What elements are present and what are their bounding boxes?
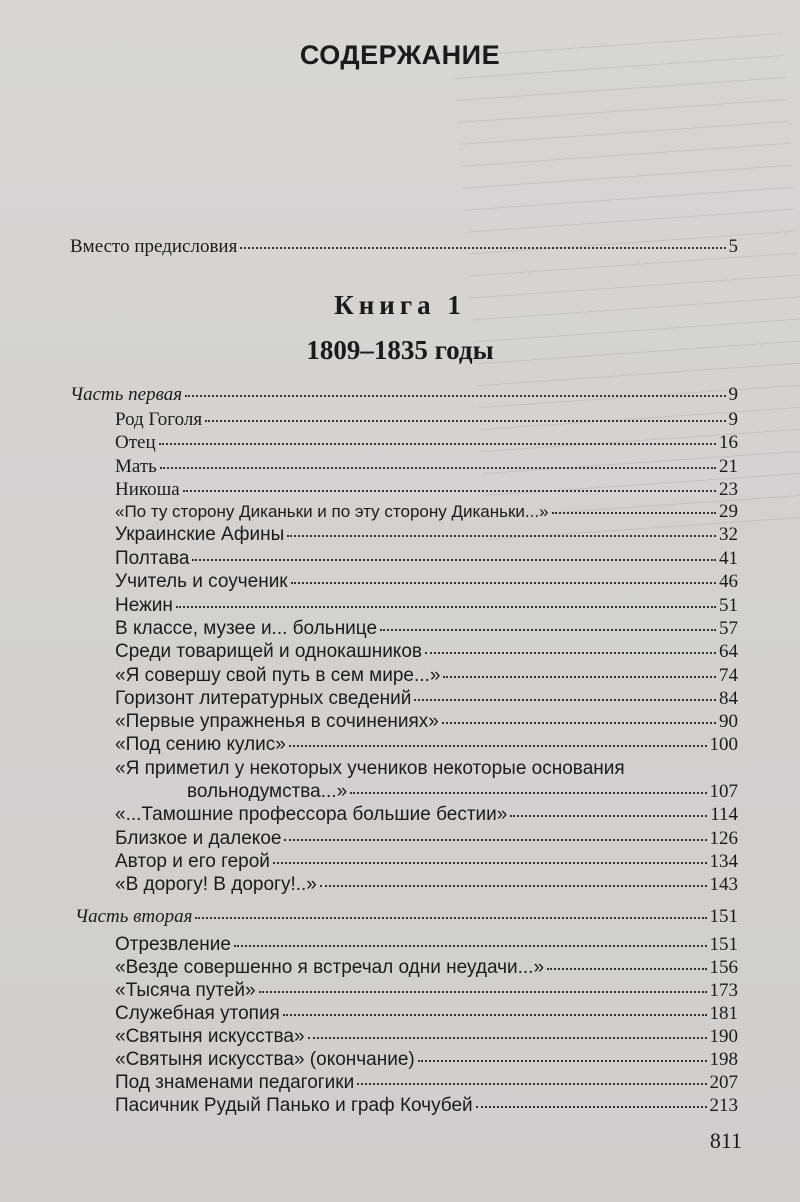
leader-dots bbox=[234, 944, 707, 947]
leader-dots bbox=[185, 394, 725, 397]
leader-dots bbox=[287, 534, 716, 537]
leader-dots bbox=[552, 511, 716, 514]
toc-entry bbox=[115, 479, 738, 501]
leader-dots bbox=[195, 916, 706, 919]
toc-entry bbox=[115, 409, 738, 431]
toc-entry-label: Украинские Афины bbox=[115, 524, 285, 545]
toc-entry-page: 21 bbox=[719, 456, 738, 477]
toc-entry bbox=[115, 851, 738, 873]
toc-entry-page: 29 bbox=[719, 501, 738, 522]
part-label: Часть вторая bbox=[75, 906, 193, 927]
toc-entry bbox=[115, 711, 738, 733]
toc-entry-page: 41 bbox=[719, 548, 738, 569]
leader-dots bbox=[308, 1036, 707, 1039]
toc-entry-page: 134 bbox=[709, 851, 738, 872]
leader-dots bbox=[273, 861, 707, 864]
toc-entry-label: Близкое и далекое bbox=[115, 828, 282, 849]
leader-dots bbox=[291, 581, 716, 584]
toc-entry-page: 213 bbox=[709, 1095, 738, 1116]
leader-dots bbox=[414, 698, 716, 701]
toc-entry-label: Отец bbox=[115, 432, 156, 453]
leader-dots bbox=[510, 814, 707, 817]
toc-entry-page: 114 bbox=[710, 804, 738, 825]
toc-entry-page: 51 bbox=[719, 595, 738, 616]
toc-entry-label: «...Тамошние профессора большие бестии» bbox=[115, 804, 508, 825]
toc-entry bbox=[115, 571, 738, 593]
toc-entry bbox=[115, 828, 738, 850]
toc-entry bbox=[115, 1003, 738, 1025]
toc-entry bbox=[115, 456, 738, 478]
toc-entry-page: 173 bbox=[709, 980, 738, 1001]
leader-dots bbox=[418, 1059, 707, 1062]
toc-entry-page: 126 bbox=[709, 828, 738, 849]
leader-dots bbox=[320, 884, 707, 887]
toc-entry-page: 16 bbox=[719, 432, 738, 453]
toc-entry-label: Никоша bbox=[115, 479, 180, 500]
toc-entry-page: 181 bbox=[709, 1003, 738, 1024]
toc-entry-label: «Везде совершенно я встречал одни неудачи...» bbox=[115, 957, 545, 978]
toc-entry-label: Род Гоголя bbox=[115, 409, 203, 430]
leader-dots bbox=[259, 990, 707, 993]
toc-entry-page: 57 bbox=[719, 618, 738, 639]
toc-entry-label: Горизонт литературных сведений bbox=[115, 688, 412, 709]
leader-dots bbox=[240, 246, 725, 249]
leader-dots bbox=[443, 675, 716, 678]
toc-entry-page: 190 bbox=[709, 1026, 738, 1047]
toc-entry bbox=[115, 665, 738, 687]
page-title: СОДЕРЖАНИЕ bbox=[299, 40, 501, 70]
toc-entry-page: 23 bbox=[719, 479, 738, 500]
part-page: 151 bbox=[709, 906, 738, 927]
toc-entry-page: 9 bbox=[728, 409, 738, 430]
toc-entry bbox=[115, 1049, 738, 1071]
toc-entry-label: В классе, музее и... больнице bbox=[115, 618, 378, 639]
toc-entry bbox=[115, 980, 738, 1002]
toc-entry-label: «В дорогу! В дорогу!..» bbox=[115, 874, 317, 895]
toc-entry bbox=[115, 874, 738, 896]
toc-entry bbox=[115, 804, 738, 826]
toc-entry bbox=[115, 1095, 738, 1117]
toc-entry bbox=[115, 432, 738, 454]
leader-dots bbox=[350, 791, 706, 794]
toc-entry-label: «Я совершу свой путь в сем мире...» bbox=[115, 665, 441, 686]
toc-entry-page: 32 bbox=[719, 524, 738, 545]
toc-entry-label: «По ту сторону Диканьки и по эту сторону Диканьки...» bbox=[115, 502, 549, 521]
toc-entry bbox=[115, 1026, 738, 1048]
leader-dots bbox=[176, 605, 716, 608]
toc-entry bbox=[115, 934, 738, 956]
toc-entry-label: Пасичник Рудый Панько и граф Кочубей bbox=[115, 1095, 473, 1116]
toc-entry-label: Среди товарищей и однокашников bbox=[115, 641, 422, 662]
leader-dots bbox=[425, 651, 716, 654]
leader-dots bbox=[547, 967, 706, 970]
toc-entry-label: Вместо предисловия bbox=[70, 236, 238, 257]
toc-entry bbox=[115, 595, 738, 617]
toc-entry-label: вольнодумства...» bbox=[187, 781, 348, 802]
toc-entry bbox=[187, 781, 738, 803]
toc-entry bbox=[115, 548, 738, 570]
toc-entry-page: 100 bbox=[709, 734, 738, 755]
toc-part-header bbox=[75, 906, 738, 928]
toc-entry-page: 46 bbox=[719, 571, 738, 592]
toc-entry-page: 207 bbox=[709, 1072, 738, 1093]
toc-part-header bbox=[70, 384, 738, 406]
toc-entry bbox=[115, 618, 738, 640]
part-label: Часть первая bbox=[70, 384, 183, 405]
toc-entry-first-line: «Я приметил у некоторых учеников некоторые основания bbox=[115, 758, 625, 779]
toc-entry-label: «Святыня искусства» (окончание) bbox=[115, 1049, 415, 1070]
toc-entry-page: 143 bbox=[709, 874, 738, 895]
leader-dots bbox=[192, 558, 716, 561]
toc-entry-label: Под знаменами педагогики bbox=[115, 1072, 355, 1093]
leader-dots bbox=[284, 838, 706, 841]
toc-entry-label: Мать bbox=[115, 456, 157, 477]
toc-entry-preface bbox=[70, 236, 738, 258]
leader-dots bbox=[283, 1013, 707, 1016]
page-number: 811 bbox=[709, 1128, 742, 1153]
leader-dots bbox=[160, 466, 716, 469]
toc-entry-page: 107 bbox=[709, 781, 738, 802]
toc-entry bbox=[115, 688, 738, 710]
leader-dots bbox=[357, 1082, 706, 1085]
toc-entry-label: «Святыня искусства» bbox=[115, 1026, 305, 1047]
leader-dots bbox=[183, 489, 716, 492]
toc-entry-label: «Под сению кулис» bbox=[115, 734, 286, 755]
toc-entry-page: 198 bbox=[709, 1049, 738, 1070]
toc-entry-label: «Первые упражненья в сочинениях» bbox=[115, 711, 439, 732]
toc-entry-page: 156 bbox=[709, 957, 738, 978]
part-page: 9 bbox=[728, 384, 738, 405]
toc-entry-page: 64 bbox=[719, 641, 738, 662]
leader-dots bbox=[380, 628, 716, 631]
leader-dots bbox=[289, 744, 707, 747]
toc-entry-label: Учитель и соученик bbox=[115, 571, 288, 592]
toc-entry-label: Нежин bbox=[115, 595, 173, 616]
leader-dots bbox=[205, 419, 725, 422]
toc-entry-page: 74 bbox=[719, 665, 738, 686]
toc-entry-page: 5 bbox=[728, 236, 738, 257]
leader-dots bbox=[159, 442, 716, 445]
toc-entry bbox=[115, 957, 738, 979]
toc-entry bbox=[115, 501, 738, 523]
toc-entry-label: Отрезвление bbox=[115, 934, 231, 955]
leader-dots bbox=[476, 1105, 707, 1108]
toc-entry-page: 90 bbox=[719, 711, 738, 732]
toc-entry-label: Полтава bbox=[115, 548, 190, 569]
toc-entry bbox=[115, 641, 738, 663]
toc-entry-label: «Тысяча путей» bbox=[115, 980, 256, 1001]
toc-entry bbox=[115, 1072, 738, 1094]
toc-entry bbox=[115, 734, 738, 756]
leader-dots bbox=[442, 721, 716, 724]
toc-entry-page: 84 bbox=[719, 688, 738, 709]
toc-entry-label: Автор и его герой bbox=[115, 851, 270, 872]
book-title: Книга 1 bbox=[334, 290, 466, 320]
toc-entry-page: 151 bbox=[709, 934, 738, 955]
book-years: 1809–1835 годы bbox=[306, 335, 494, 365]
toc-entry bbox=[115, 524, 738, 546]
toc-entry-label: Служебная утопия bbox=[115, 1003, 280, 1024]
